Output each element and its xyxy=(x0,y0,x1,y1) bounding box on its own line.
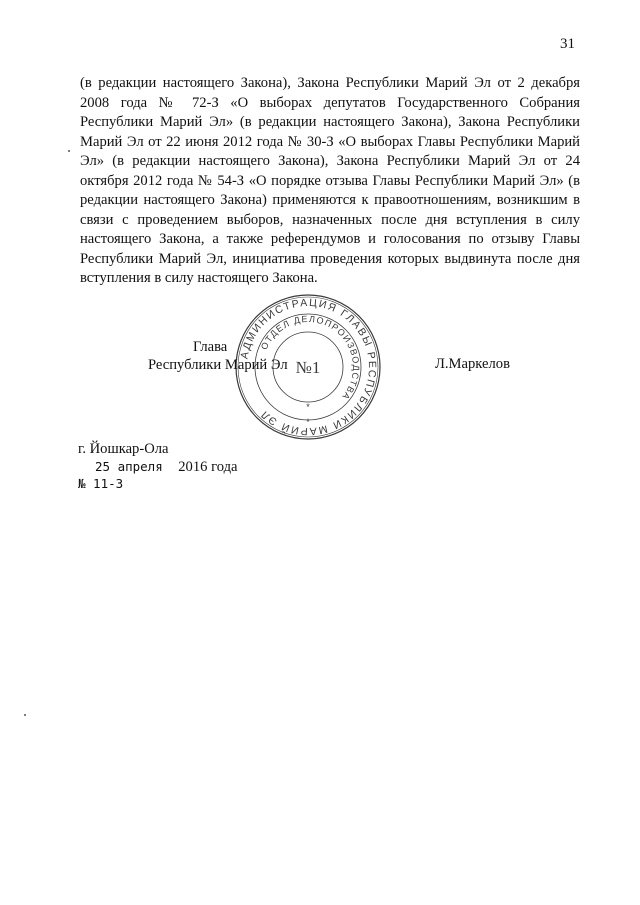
seal-center-number: №1 xyxy=(295,358,321,377)
signing-date-day: 25 апреля xyxy=(95,459,163,474)
scan-mark xyxy=(24,714,26,716)
law-text-paragraph: (в редакции настоящего Закона), Закона Республики Марий Эл от 2 декабря 2008 года № 72-З «О выборах депутатов Государственного Собрания Республики Марий Эл» (в редакции настоящего Закона), Закона Республики Марий Эл от 22 июня 2012 года № 30-З «О выборах Главы Республики Марий Эл» (в редакции настоящего Закона), Закона Республики Марий Эл от 24 октября 2012 года № 54-З «О порядке отзыва Главы Республики Марий Эл» (в редакции настоящего Закона) применяются к правоотношениям, возникшим в связи с проведением выборов, назначенных после дня вступления в силу настоящего Закона, а также референдумов и голосования по отзыву Главы Республики Марий Эл, инициатива проведения которых выдвинута после дня вступления в силу настоящего Закона. xyxy=(80,75,580,286)
seal-outer-text: АДМИНИСТРАЦИЯ ГЛАВЫ РЕСПУБЛИКИ МАРИЙ ЭЛ xyxy=(238,296,379,438)
seal-star-upper: * xyxy=(306,402,310,412)
signing-date xyxy=(95,459,237,476)
scan-mark xyxy=(68,150,70,152)
seal-inner-text: ОТДЕЛ ДЕЛОПРОИЗВОДСТВА xyxy=(258,313,362,403)
signature-block xyxy=(148,338,288,374)
signer-name: Л.Маркелов xyxy=(435,356,510,372)
seal-star-lower: * xyxy=(306,417,310,427)
signature-title-line2: Республики Марий Эл xyxy=(148,357,288,373)
law-number: № 11-З xyxy=(78,476,124,491)
signature-title-line1: Глава xyxy=(193,339,228,355)
place-of-signing: г. Йошкар-Ола xyxy=(78,441,169,457)
page-number: 31 xyxy=(560,36,575,52)
signing-date-year: 2016 года xyxy=(178,459,238,475)
